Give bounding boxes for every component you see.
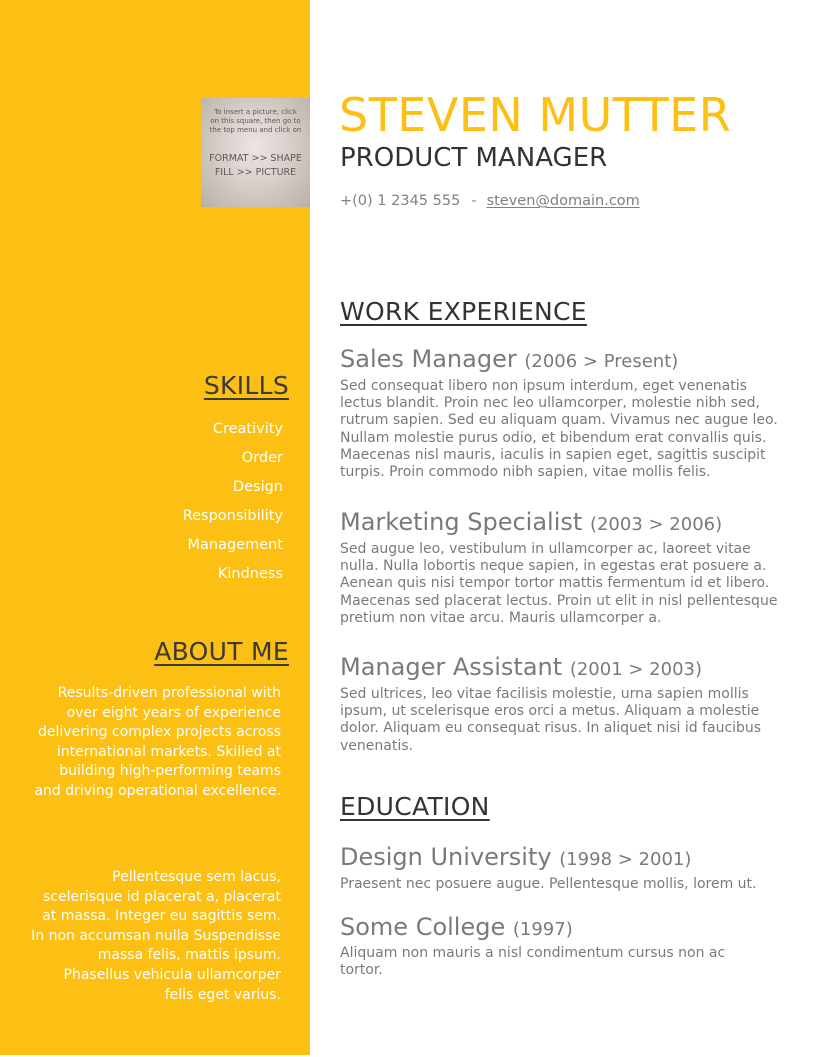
photo-hint-small: To insert a picture, click on this square, then go to the top menu and click on <box>209 108 302 134</box>
education-entry-title <box>340 913 573 941</box>
education-heading: EDUCATION <box>340 792 490 821</box>
job-dates: (2001 > 2003) <box>569 659 702 680</box>
job-description: Sed consequat libero non ipsum interdum, eget venenatis lectus blandit. Proin nec leo ullamcorper, molestie nibh sed, rutrum sapien. Sed eu aliquam quam. Vivamus nec augue leo. Nullam molestie purus odio, et bibendum erat convallis quis. Maecenas nisl mauris, iaculis in sapien eget, sagittis suscipit turpis. Proin commodo nibh sapien, vitae mollis felis. <box>340 378 778 481</box>
contact-line <box>340 193 640 209</box>
skill-item: Management <box>187 537 283 553</box>
skills-heading: SKILLS <box>203 371 289 400</box>
about-paragraph: Pellentesque sem lacus, scelerisque id placerat a, placerat at massa. Integer eu sagittis sem. In non accumsan nulla Suspendisse massa felis, mattis ipsum. Phasellus vehicula ullamcorper felis eget varius. <box>31 869 281 1003</box>
skill-item: Creativity <box>212 421 283 437</box>
job-description: Sed ultrices, leo vitae facilisis molestie, urna sapien mollis ipsum, ut scelerisque eros orci a metus. Aliquam a molestie dolor. Aliquam eu consequat risus. In aliquet nisi id faucibus venenatis. <box>340 686 762 754</box>
school-name: Design University <box>340 843 552 871</box>
education-description: Praesent nec posuere augue. Pellentesque mollis, lorem ut. <box>340 876 757 892</box>
skill-item: Kindness <box>217 566 283 582</box>
education-description: Aliquam non mauris a nisl condimentum cursus non ac tortor. <box>340 945 726 979</box>
school-name: Some College <box>340 913 506 941</box>
contact-separator: - <box>471 193 477 209</box>
job-entry-title <box>340 653 702 681</box>
job-title: PRODUCT MANAGER <box>340 143 608 173</box>
school-dates: (1997) <box>512 919 573 940</box>
profile-photo-placeholder[interactable] <box>201 98 310 207</box>
job-entry-title <box>340 345 678 373</box>
phone-number: +(0) 1 2345 555 <box>340 193 461 209</box>
about-paragraph: Results-driven professional with over eight years of experience delivering complex projects across international markets. Skilled at building high-performing teams and driving operational excellence. <box>34 685 281 799</box>
candidate-name: STEVEN MUTTER <box>339 88 732 142</box>
job-entry-title <box>340 508 722 536</box>
photo-hint-big: FORMAT >> SHAPE FILL >> PICTURE <box>209 153 302 178</box>
about-heading: ABOUT ME <box>154 637 289 666</box>
school-dates: (1998 > 2001) <box>559 849 692 870</box>
work-experience-heading: WORK EXPERIENCE <box>340 297 587 326</box>
job-dates: (2003 > 2006) <box>589 514 723 535</box>
job-description: Sed augue leo, vestibulum in ullamcorper ac, laoreet vitae nulla. Nulla lobortis neque sapien, in egestas erat posuere a. Aenean quis nisi tempor tortor mattis fermentum id et libero. Maecenas sed placerat lectus. Proin ut elit in nisl pellentesque pretium non vitae arcu. Mauris ullamcorper a. <box>340 541 778 626</box>
job-dates: (2006 > Present) <box>524 351 679 372</box>
education-entry-title <box>340 843 691 871</box>
job-name: Sales Manager <box>340 345 517 373</box>
job-name: Manager Assistant <box>340 653 563 681</box>
skill-item: Responsibility <box>182 508 283 524</box>
skill-item: Order <box>241 450 283 466</box>
skill-item: Design <box>232 479 283 495</box>
job-name: Marketing Specialist <box>340 508 583 536</box>
email-link[interactable]: steven@domain.com <box>486 193 640 209</box>
